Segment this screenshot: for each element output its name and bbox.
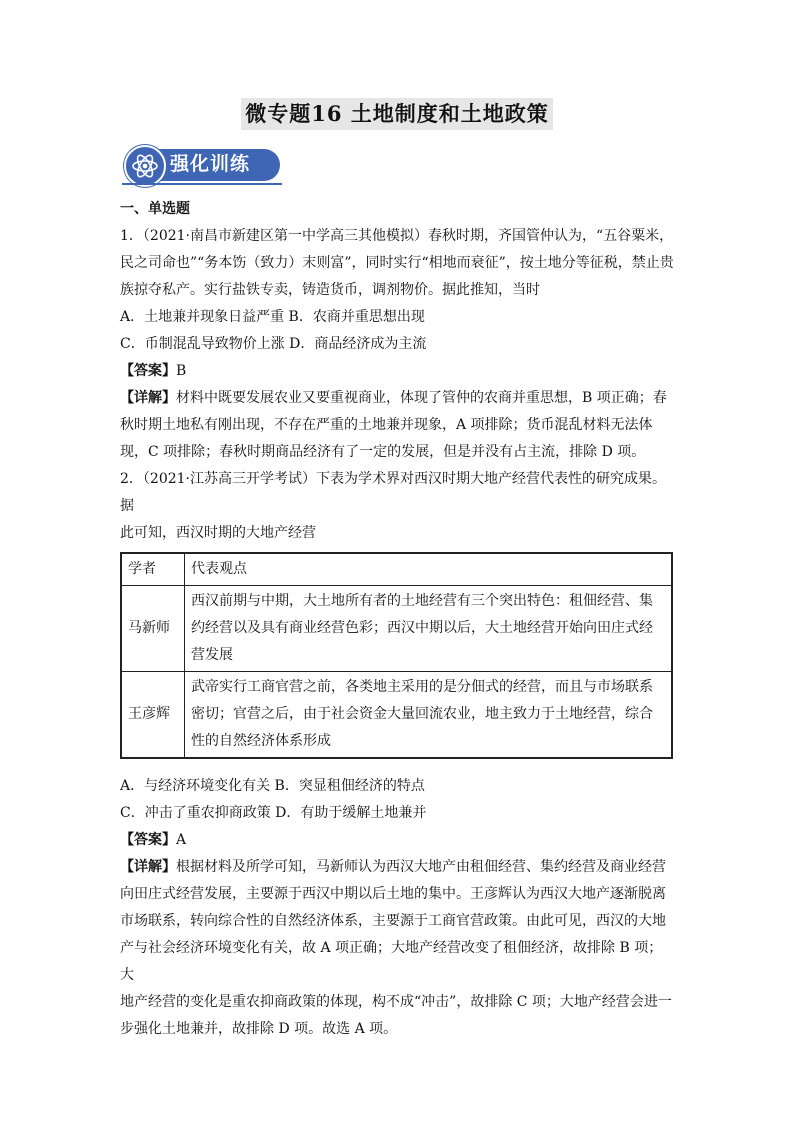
viewpoint-line: 性的自然经济体系形成 (191, 733, 331, 749)
table-cell-viewpoint (185, 586, 673, 672)
q2-answer (120, 827, 675, 854)
q2-explain-line: 产与社会经济环境变化有关，故 A 项正确；大地产经营改变了租佃经济，故排除 B 项；大 (120, 940, 663, 983)
q2-explain-text: 根据材料及所学可知，马新师认为西汉大地产由租佃经营、集约经营及商业经营 (176, 859, 666, 875)
q2-option-line: A．与经济环境变化有关 B．突显租佃经济的特点 (120, 778, 425, 794)
table-cell-scholar: 马新师 (121, 586, 185, 672)
q1-answer (120, 358, 675, 385)
q2-explain-line: 地产经营的变化是重农抑商政策的体现，构不成“冲击”，故排除 C 项；大地产经营会进一 (120, 994, 672, 1010)
title-container (0, 98, 794, 130)
q1-explain-line: 现，C 项排除；春秋时期商品经济有了一定的发展，但是并没有占主流，排除 D 项。 (120, 444, 646, 460)
viewpoint-line: 约经营以及具有商业经营色彩；西汉中期以后，大土地经营开始向田庄式经 (191, 620, 653, 636)
section-heading: 一、单选题 (120, 201, 190, 217)
scholar-table (120, 552, 673, 759)
table-header-row (121, 553, 672, 586)
atom-icon (124, 145, 166, 187)
table-header-cell: 代表观点 (185, 553, 673, 586)
section-badge (122, 145, 282, 183)
q1-stem-line: 1．（2021·南昌市新建区第一中学高三其他模拟）春秋时期，齐国管仲认为，“五谷粟米， (120, 228, 674, 244)
q1-explain-line (120, 385, 675, 412)
q1-answer-label: 【答案】 (120, 363, 176, 379)
q1-answer-value: B (176, 363, 187, 379)
content-body (120, 196, 675, 1043)
table-row (121, 672, 672, 759)
atom-icon-svg (126, 147, 164, 185)
q2-explain-line (120, 854, 675, 881)
badge-label: 强化训练 (170, 153, 251, 175)
viewpoint-line: 密切；官营之后，由于社会资金大量回流农业，地主致力于土地经营，综合 (191, 706, 653, 722)
table-cell-viewpoint (185, 672, 673, 759)
viewpoint-line: 营发展 (191, 647, 233, 663)
q2-stem-line: 此可知，西汉时期的大地产经营 (120, 525, 316, 541)
q2-answer-label: 【答案】 (120, 832, 176, 848)
table-header-cell: 学者 (121, 553, 185, 586)
q2-stem-line: 2．（2021·江苏高三开学考试）下表为学术界对西汉时期大地产经营代表性的研究成果。据 (120, 471, 666, 514)
q2-answer-value: A (176, 832, 187, 848)
viewpoint-line: 武帝实行工商官营之前，各类地主采用的是分佃式的经营，而且与市场联系 (191, 679, 653, 695)
table-cell-scholar: 王彦辉 (121, 672, 185, 759)
q2-option-line: C．冲击了重农抑商政策 D．有助于缓解土地兼并 (120, 805, 427, 821)
q2-explain-line: 市场联系，转向综合性的自然经济体系，主要源于工商官营政策。由此可见，西汉的大地 (120, 913, 666, 929)
q1-explain-line: 秋时期土地私有刚出现，不存在严重的土地兼并现象，A 项排除；货币混乱材料无法体 (120, 417, 653, 433)
badge-underline (122, 183, 282, 185)
page-title: 微专题16 土地制度和土地政策 (241, 98, 553, 130)
viewpoint-line: 西汉前期与中期，大土地所有者的土地经营有三个突出特色：租佃经营、集 (191, 593, 653, 609)
q1-explain-label: 【详解】 (120, 390, 176, 406)
q1-option-line: A．土地兼并现象日益严重 B．农商并重思想出现 (120, 309, 425, 325)
q2-explain-line: 向田庄式经营发展，主要源于西汉中期以后土地的集中。王彦辉认为西汉大地产逐渐脱离 (120, 886, 666, 902)
q2-explain-line: 步强化土地兼并，故排除 D 项。故选 A 项。 (120, 1021, 398, 1037)
table-row (121, 586, 672, 672)
q2-explain-label: 【详解】 (120, 859, 176, 875)
q1-stem-line: 民之司命也”“务本饬（致力）末则富”，同时实行“相地而衰征”，按土地分等征税，禁止贵 (120, 255, 674, 271)
q1-stem-line: 族掠夺私产。实行盐铁专卖，铸造货币，调剂物价。据此推知，当时 (120, 282, 540, 298)
q1-option-line: C．币制混乱导致物价上涨 D．商品经济成为主流 (120, 336, 427, 352)
q1-explain-text: 材料中既要发展农业又要重视商业，体现了管仲的农商并重思想，B 项正确；春 (176, 390, 667, 406)
